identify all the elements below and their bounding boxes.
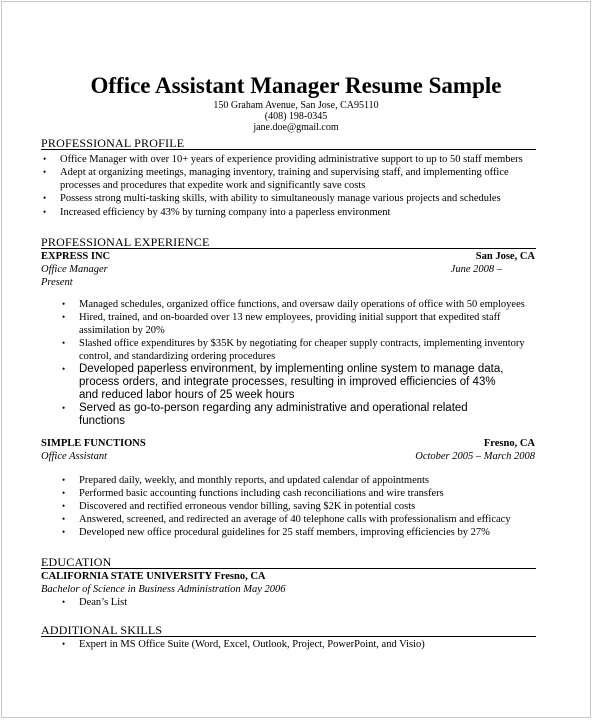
job1-dates: June 2008 – — [450, 264, 502, 275]
job2-line-1: Prepared daily, weekly, and monthly reports, and updated calendar of appointments — [79, 475, 429, 486]
section-heading-profile: PROFESSIONAL PROFILE — [41, 137, 536, 150]
section-heading-experience: PROFESSIONAL EXPERIENCE — [41, 236, 536, 249]
job1-line-1: Managed schedules, organized office functions, and oversaw daily operations of office with 50 employees — [79, 299, 525, 310]
resume-page — [1, 1, 591, 718]
section-heading-education: EDUCATION — [41, 556, 536, 569]
bullet-dot: • — [62, 364, 66, 374]
bullet-dot: • — [43, 207, 47, 217]
bullet-dot: • — [62, 312, 66, 322]
job1-present: Present — [41, 277, 73, 288]
profile-line-2: Adept at organizing meetings, managing inventory, training and supervising staff, and implementing office — [60, 167, 509, 178]
job1-company: EXPRESS INC — [41, 251, 111, 262]
contact-email: jane.doe@gmail.com — [253, 122, 339, 133]
education-school: CALIFORNIA STATE UNIVERSITY Fresno, CA — [41, 571, 266, 582]
profile-line-5: Increased efficiency by 43% by turning company into a paperless environment — [60, 207, 391, 218]
job1-line-7: process orders, and integrate processes, resulting in improved efficiencies of 43% — [79, 376, 496, 388]
bullet-dot: • — [62, 403, 66, 413]
job1-line-3: assimilation by 20% — [79, 325, 165, 336]
job2-line-2: Performed basic accounting functions including cash reconciliations and wire transfers — [79, 488, 444, 499]
profile-line-1: Office Manager with over 10+ years of experience providing administrative support to up to 50 staff members — [60, 154, 523, 165]
bullet-dot: • — [62, 501, 66, 511]
resume-title: Office Assistant Manager Resume Sample — [90, 73, 502, 98]
job2-line-4: Answered, screened, and redirected an average of 40 telephone calls with professionalism and efficacy — [79, 514, 511, 525]
job2-dates: October 2005 – March 2008 — [415, 451, 535, 462]
job1-title: Office Manager — [41, 264, 108, 275]
job1-line-10: functions — [79, 415, 126, 427]
job2-line-3: Discovered and rectified erroneous vendor billing, saving $2K in potential costs — [79, 501, 416, 512]
job1-line-8: and reduced labor hours of 25 week hours — [79, 389, 295, 401]
bullet-dot: • — [43, 167, 47, 177]
bullet-dot: • — [62, 597, 66, 607]
job2-company: SIMPLE FUNCTIONS — [41, 438, 146, 449]
job1-line-5: control, and standardizing ordering procedures — [79, 351, 276, 362]
job2-line-5: Developed new office procedural guidelines for 25 staff members, improving efficiencies by 27% — [79, 527, 490, 538]
job1-location: San Jose, CA — [475, 251, 535, 262]
bullet-dot: • — [62, 475, 66, 485]
education-degree: Bachelor of Science in Business Administration May 2006 — [41, 584, 286, 595]
education-line-1: Dean’s List — [79, 597, 128, 608]
job1-line-2: Hired, trained, and on-boarded over 13 new employees, providing initial support that expedited staff — [79, 312, 501, 323]
bullet-dot: • — [43, 154, 47, 164]
bullet-dot: • — [43, 193, 47, 203]
bullet-dot: • — [62, 639, 66, 649]
bullet-dot: • — [62, 527, 66, 537]
contact-address: 150 Graham Avenue, San Jose, CA95110 — [213, 100, 379, 111]
bullet-dot: • — [62, 488, 66, 498]
job2-location: Fresno, CA — [483, 438, 535, 449]
profile-line-4: Possess strong multi-tasking skills, with ability to simultaneously manage various projects and schedules — [60, 193, 501, 204]
job2-title: Office Assistant — [41, 451, 108, 462]
job1-line-9: Served as go-to-person regarding any administrative and operational related — [79, 402, 468, 414]
section-heading-skills: ADDITIONAL SKILLS — [41, 624, 536, 637]
bullet-dot: • — [62, 338, 66, 348]
bullet-dot: • — [62, 514, 66, 524]
job1-line-4: Slashed office expenditures by $35K by negotiating for cheaper supply contracts, implementing inventory — [79, 338, 525, 349]
contact-phone: (408) 198-0345 — [264, 111, 328, 122]
profile-line-3: processes and procedures that expedite work and significantly save costs — [60, 180, 366, 191]
skills-line-1: Expert in MS Office Suite (Word, Excel, Outlook, Project, PowerPoint, and Visio) — [79, 639, 425, 650]
job1-line-6: Developed paperless environment, by implementing online system to manage data, — [79, 363, 504, 375]
bullet-dot: • — [62, 299, 66, 309]
